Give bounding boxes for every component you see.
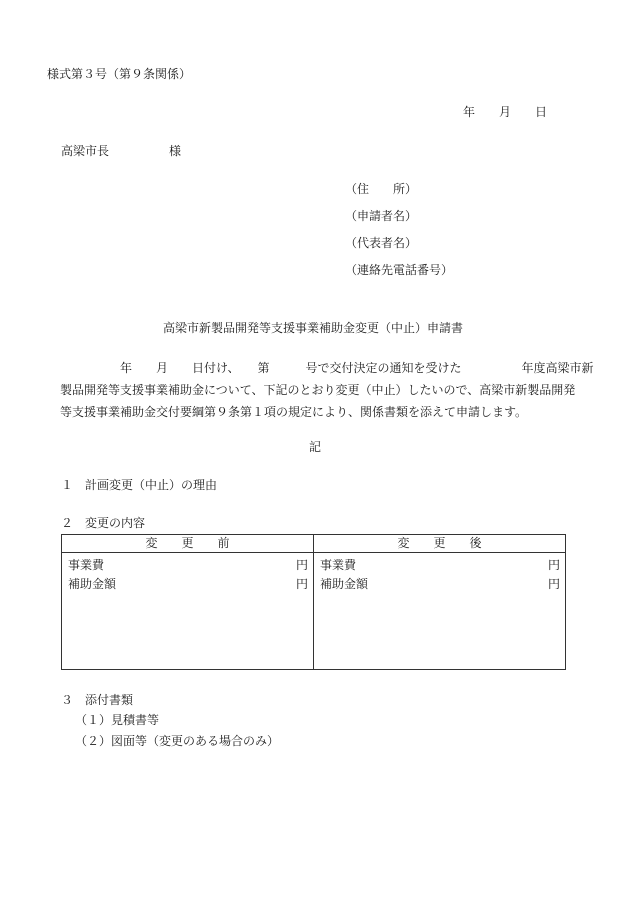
body-line: 年 月 日付け、 第 号で交付決定の通知を受けた 年度高梁市新: [60, 361, 594, 375]
after-header: 変 更 後: [314, 535, 566, 553]
row-label: 補助金額: [320, 577, 369, 591]
attachment-item: （１）見積書等: [75, 713, 160, 727]
section-1-heading: １ 計画変更（中止）の理由: [61, 478, 218, 492]
before-subsidy-amount-row: [68, 575, 308, 594]
body-line: 等支援事業補助金交付要綱第９条第１項の規定により、関係書類を添えて申請します。: [60, 405, 528, 419]
row-unit: 円: [547, 558, 560, 572]
row-label: 補助金額: [68, 577, 117, 591]
section-2-heading: ２ 変更の内容: [61, 516, 146, 530]
applicant-name-label: （申請者名）: [345, 209, 418, 223]
body-paragraph: [60, 357, 594, 423]
before-cell: [62, 553, 314, 670]
before-header: 変 更 前: [62, 535, 314, 553]
addressee: 高梁市長 様: [61, 144, 182, 158]
attachment-item: （２）図面等（変更のある場合のみ）: [75, 734, 280, 748]
after-cell: [314, 553, 566, 670]
row-unit: 円: [547, 577, 560, 591]
ki-heading: 記: [309, 440, 322, 454]
form-number: 様式第３号（第９条関係）: [47, 67, 192, 81]
after-project-cost-row: [320, 556, 560, 575]
document-title: 高梁市新製品開発等支援事業補助金変更（中止）申請書: [163, 321, 464, 335]
changes-table: [61, 534, 566, 670]
body-line: 製品開発等支援事業補助金について、下記のとおり変更（中止）したいので、高梁市新製品開発: [60, 383, 576, 397]
phone-label: （連絡先電話番号）: [345, 263, 454, 277]
before-project-cost-row: [68, 556, 308, 575]
row-label: 事業費: [320, 558, 357, 572]
section-3-heading: ３ 添付書類: [61, 693, 134, 707]
after-subsidy-amount-row: [320, 575, 560, 594]
address-label: （住 所）: [345, 182, 418, 196]
row-unit: 円: [295, 577, 308, 591]
row-unit: 円: [295, 558, 308, 572]
row-label: 事業費: [68, 558, 105, 572]
representative-label: （代表者名）: [345, 236, 418, 250]
date-line: 年 月 日: [463, 105, 548, 119]
